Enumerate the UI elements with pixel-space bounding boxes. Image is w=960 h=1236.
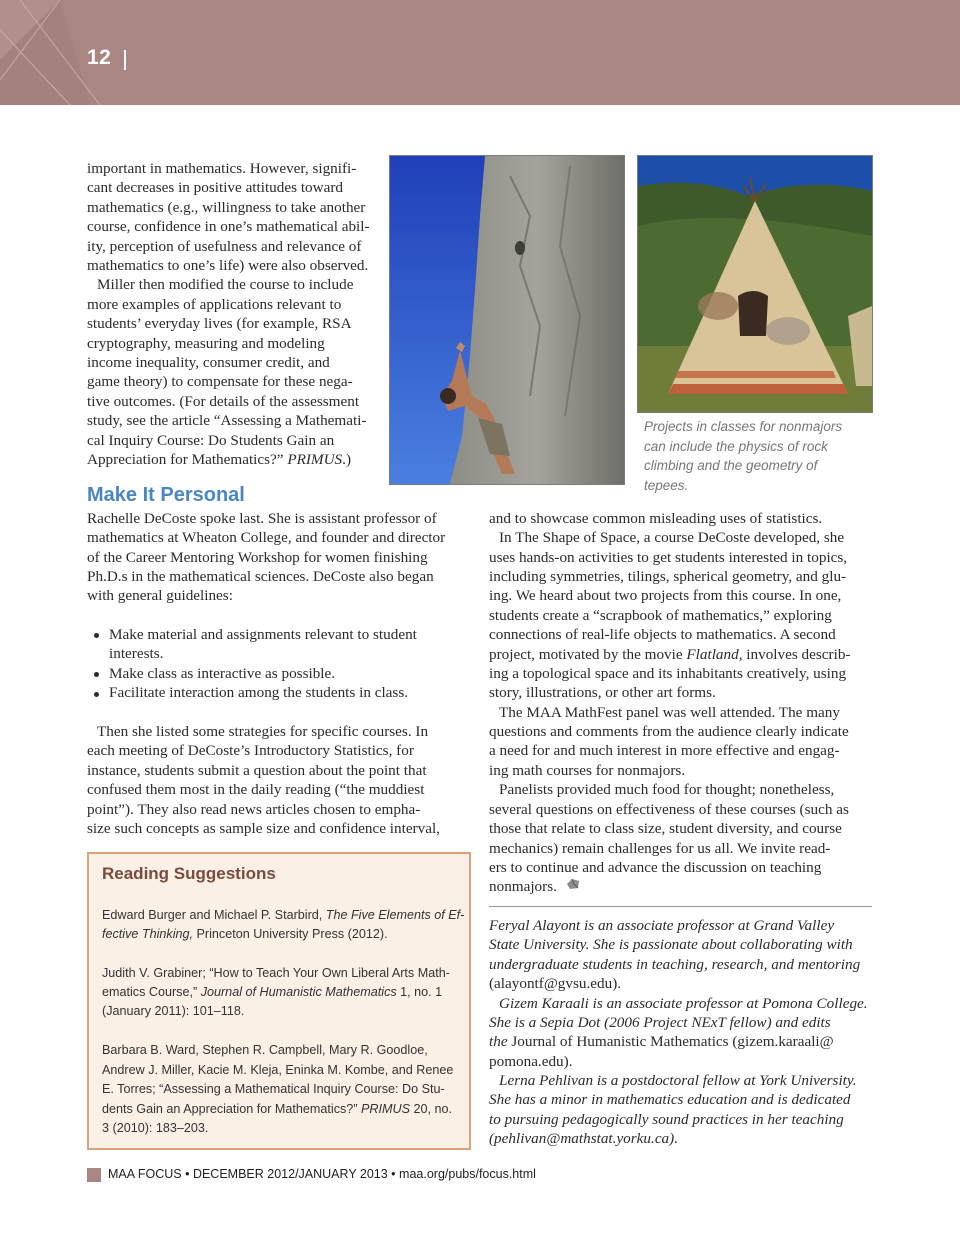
body-line: size such concepts as sample size and confidence interval, (87, 820, 440, 837)
caption-line: Projects in classes for nonmajors (644, 419, 843, 434)
photo-caption (644, 417, 842, 495)
body-line: of the Career Mentoring Workshop for women finishing (87, 549, 428, 566)
list-item: Facilitate interaction among the students in class. (109, 684, 409, 701)
reference-line: 3 (2010): 183–203. (102, 1121, 209, 1135)
body-line: a need for and much interest in more effective and engag- (489, 742, 840, 759)
reference-line: Barbara B. Ward, Stephen R. Campbell, Mary R. Goodloe, (102, 1043, 428, 1057)
page-number-divider (124, 50, 126, 70)
body-line: The MAA MathFest panel was well attended. The many (499, 704, 840, 721)
bio-line: She has a minor in mathematics education and is dedicated (489, 1091, 851, 1108)
body-line: ing. We heard about two projects from this course. In one, (489, 587, 842, 604)
section-heading: Make It Personal (87, 484, 245, 506)
body-line: Rachelle DeCoste spoke last. She is assistant professor of (87, 510, 437, 527)
body-line: instance, students submit a question about the point that (87, 762, 427, 779)
bio-line: State University. She is passionate about collaborating with (489, 936, 853, 953)
body-line: ers to continue and advance the discussion on teaching (489, 859, 822, 876)
bio-line: She is a Sepia Dot (2006 Project NExT fellow) and edits (489, 1014, 831, 1031)
reading-suggestions-title: Reading Suggestions (102, 864, 276, 883)
body-line: with general guidelines: (87, 587, 233, 604)
body-line: those that relate to class size, student diversity, and course (489, 820, 842, 837)
body-line: cant decreases in positive attitudes toward (87, 179, 343, 196)
body-line: Ph.D.s in the mathematical sciences. DeCoste also began (87, 568, 434, 585)
body-line: several questions on effectiveness of these courses (such as (489, 801, 849, 818)
caption-line: can include the physics of rock (644, 438, 828, 454)
body-line: students’ everyday lives (for example, RSA (87, 315, 352, 332)
list-item: Make class as interactive as possible. (109, 665, 336, 682)
body-line: project, motivated by the movie Flatland, involves describ- (489, 646, 851, 663)
body-line: ity, perception of usefulness and relevance of (87, 238, 362, 255)
body-line: cryptography, measuring and modeling (87, 335, 325, 352)
bio-line: Lerna Pehlivan is a postdoctoral fellow at York University. (499, 1072, 857, 1089)
list-item: Make material and assignments relevant to student (109, 626, 417, 643)
bio-line: Feryal Alayont is an associate professor at Grand Valley (489, 917, 835, 934)
body-line: and to showcase common misleading uses of statistics. (489, 510, 823, 527)
body-line: mathematics (e.g., willingness to take another (87, 199, 366, 216)
body-line: more examples of applications relevant to (87, 296, 342, 313)
caption-line: climbing and the geometry of (644, 458, 818, 473)
page-header (0, 0, 960, 105)
body-line: ing math courses for nonmajors. (489, 762, 686, 779)
footer-square-icon (87, 1168, 101, 1182)
body-line: Then she listed some strategies for specific courses. In (97, 723, 429, 740)
tepee-photo (637, 155, 873, 413)
bio-line: to pursuing pedagogically sound practices in her teaching (489, 1111, 844, 1128)
body-line: Appreciation for Mathematics?” PRIMUS.) (87, 451, 351, 468)
reference-line: fective Thinking, Princeton University Press (2012). (102, 927, 388, 941)
body-line: confused them most in the daily reading (“the muddiest (87, 781, 425, 798)
body-line: study, see the article “Assessing a Mathemati- (87, 412, 367, 429)
reference-line: dents Gain an Appreciation for Mathematics?” PRIMUS 20, no. (102, 1102, 453, 1116)
bio-email: pomona.edu). (489, 1053, 573, 1070)
body-line: In The Shape of Space, a course DeCoste developed, she (499, 529, 845, 546)
body-line: including symmetries, tilings, spherical geometry, and glu- (489, 568, 847, 585)
body-line: each meeting of DeCoste’s Introductory Statistics, for (87, 742, 414, 759)
body-line: nonmajors. (489, 878, 557, 895)
body-line: story, illustrations, or other art forms. (489, 684, 716, 701)
body-line: important in mathematics. However, signifi- (87, 160, 357, 177)
body-line: mathematics to one’s life) were also observed. (87, 257, 369, 274)
body-line: Miller then modified the course to include (97, 276, 354, 293)
bio-line: the Journal of Humanistic Mathematics (gizem.karaali@ (489, 1033, 834, 1050)
reference-line: E. Torres; “Assessing a Mathematical Inquiry Course: Do Stu- (102, 1082, 445, 1096)
footer-text: MAA FOCUS • DECEMBER 2012/JANUARY 2013 • maa.org/pubs/focus.html (108, 1167, 536, 1181)
reference-line: Judith V. Grabiner; “How to Teach Your Own Liberal Arts Math- (102, 966, 450, 980)
bio-email: (alayontf@gvsu.edu). (489, 975, 622, 992)
reference-line: Edward Burger and Michael P. Starbird, The Five Elements of Ef- (102, 908, 465, 922)
list-item-continuation: interests. (109, 645, 164, 662)
bullet-dot (94, 672, 99, 677)
bio-line: Gizem Karaali is an associate professor at Pomona College. (499, 995, 868, 1012)
body-line: income inequality, consumer credit, and (87, 354, 330, 371)
body-line: students create a “scrapbook of mathematics,” exploring (489, 607, 832, 624)
bullet-dot (94, 692, 99, 697)
body-line: mathematics at Wheaton College, and founder and director (87, 529, 446, 546)
body-line: mechanics) remain challenges for us all. We invite read- (489, 840, 831, 857)
page-number: 12 (87, 46, 112, 69)
body-line: course, confidence in one’s mathematical abil- (87, 218, 370, 235)
body-line: Panelists provided much food for thought; nonetheless, (499, 781, 835, 798)
body-line: cal Inquiry Course: Do Students Gain an (87, 432, 335, 449)
body-line: uses hands-on activities to get students interested in topics, (489, 549, 848, 566)
bio-divider (489, 906, 872, 907)
body-line: tive outcomes. (For details of the assessment (87, 393, 360, 410)
rock-climbing-photo (389, 155, 625, 485)
end-of-article-icon (566, 878, 580, 890)
reference-line: (January 2011): 101–118. (102, 1004, 245, 1018)
body-line: questions and comments from the audience clearly indicate (489, 723, 849, 740)
body-line: point”). They also read news articles chosen to empha- (87, 801, 421, 818)
reference-line: Andrew J. Miller, Kacie M. Kleja, Eninka M. Kombe, and Renee (102, 1063, 454, 1077)
body-line: connections of real-life objects to mathematics. A second (489, 626, 836, 643)
body-line: game theory) to compensate for these nega- (87, 373, 353, 390)
caption-line: tepees. (644, 477, 689, 493)
reference-line: ematics Course,” Journal of Humanistic Mathematics 1, no. 1 (102, 985, 443, 999)
bio-email: (pehlivan@mathstat.yorku.ca). (489, 1130, 679, 1147)
bullet-dot (94, 633, 99, 638)
bio-line: undergraduate students in teaching, research, and mentoring (489, 956, 861, 973)
body-line: ing a topological space and its inhabitants creatively, using (489, 665, 847, 682)
